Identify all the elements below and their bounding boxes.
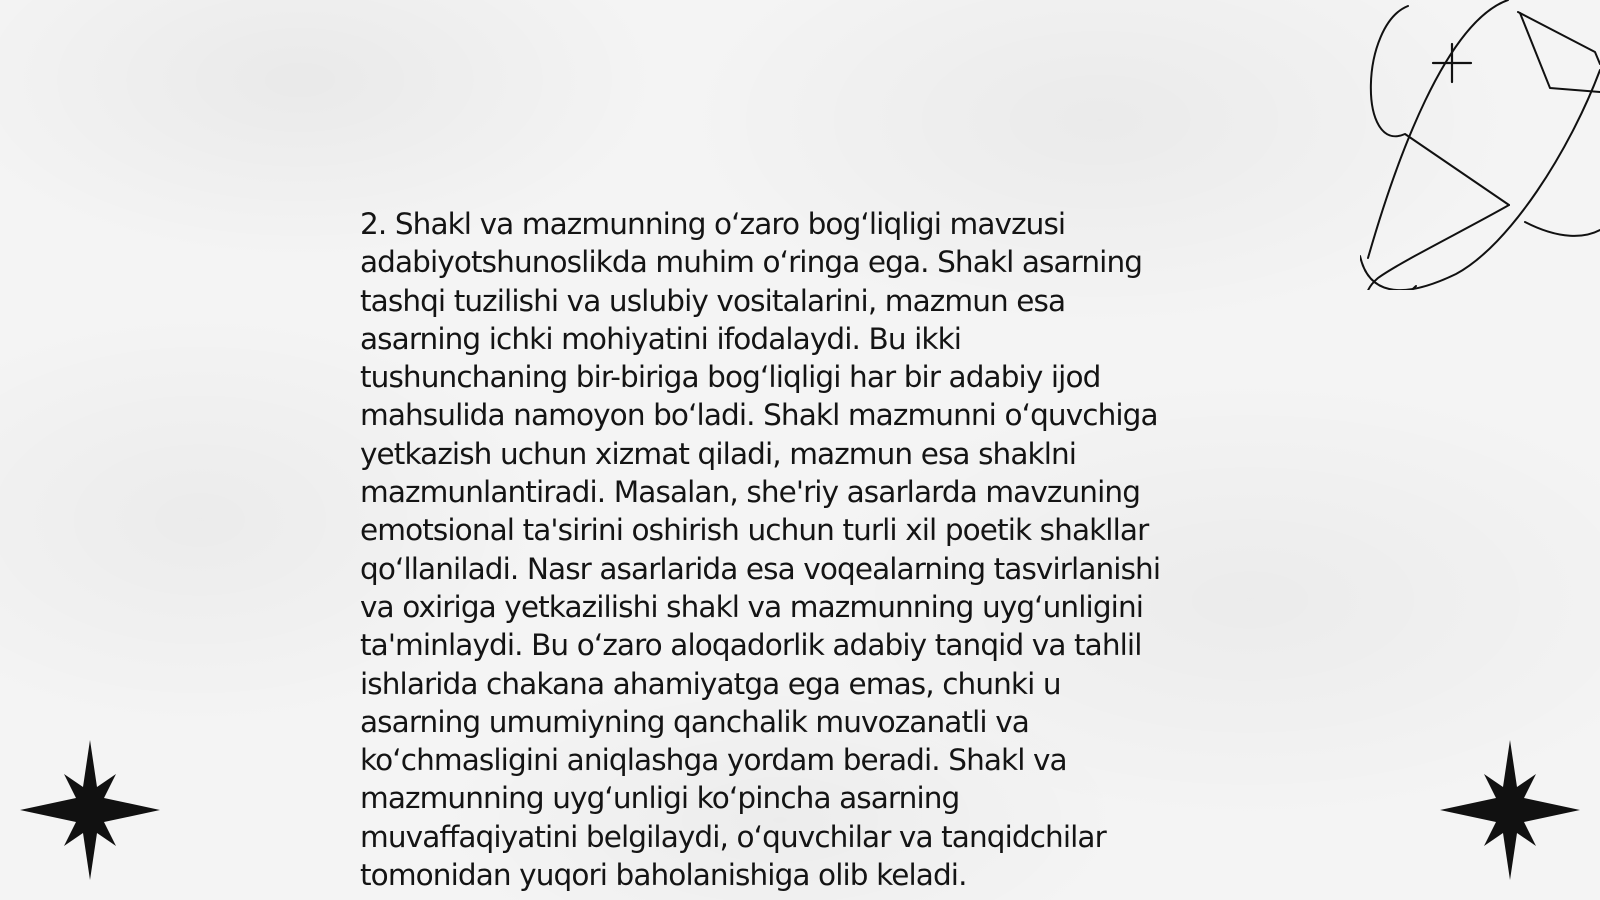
slide-body-text: 2. Shakl va mazmunning o‘zaro bog‘liqligi mavzusi adabiyotshunoslikda muhim o‘ringa ega. Shakl asarning tashqi tuzilishi va uslubiy vositalarini, mazmun esa asarning ichki mohiyatini ifodalaydi. Bu ikki tushunchaning bir-biriga bog‘liqligi har bir adabiy ijod mahsulida namoyon bo‘ladi. Shakl mazmunni o‘quvchiga yetkazish uchun xizmat qiladi, mazmun esa shaklni mazmunlantiradi. Masalan, she'riy asarlarda mavzuning emotsional ta'sirini oshirish uchun turli xil poetik shakllar qo‘llaniladi. Nasr asarlarida esa voqealarning tasvirlanishi va oxiriga yetkazilishi shakl va mazmunning uyg‘unligini ta'minlaydi. Bu o‘zaro aloqadorlik adabiy tanqid va tahlil ishlarida chakana ahamiyatga ega emas, chunki u asarning umumiyning qanchalik muvozanatli va ko‘chmasligini aniqlashga yordam beradi. Shakl va mazmunning uyg‘unligi ko‘pincha asarning muvaffaqiyatini belgilaydi, o‘quvchilar va tanqidchilar tomonidan yuqori baholanishiga olib keladi.: [360, 207, 1161, 893]
four-point-star-icon: [1440, 740, 1580, 880]
four-point-star-icon: [20, 740, 160, 880]
orbit-line-sparkle-icon: [1360, 0, 1600, 290]
